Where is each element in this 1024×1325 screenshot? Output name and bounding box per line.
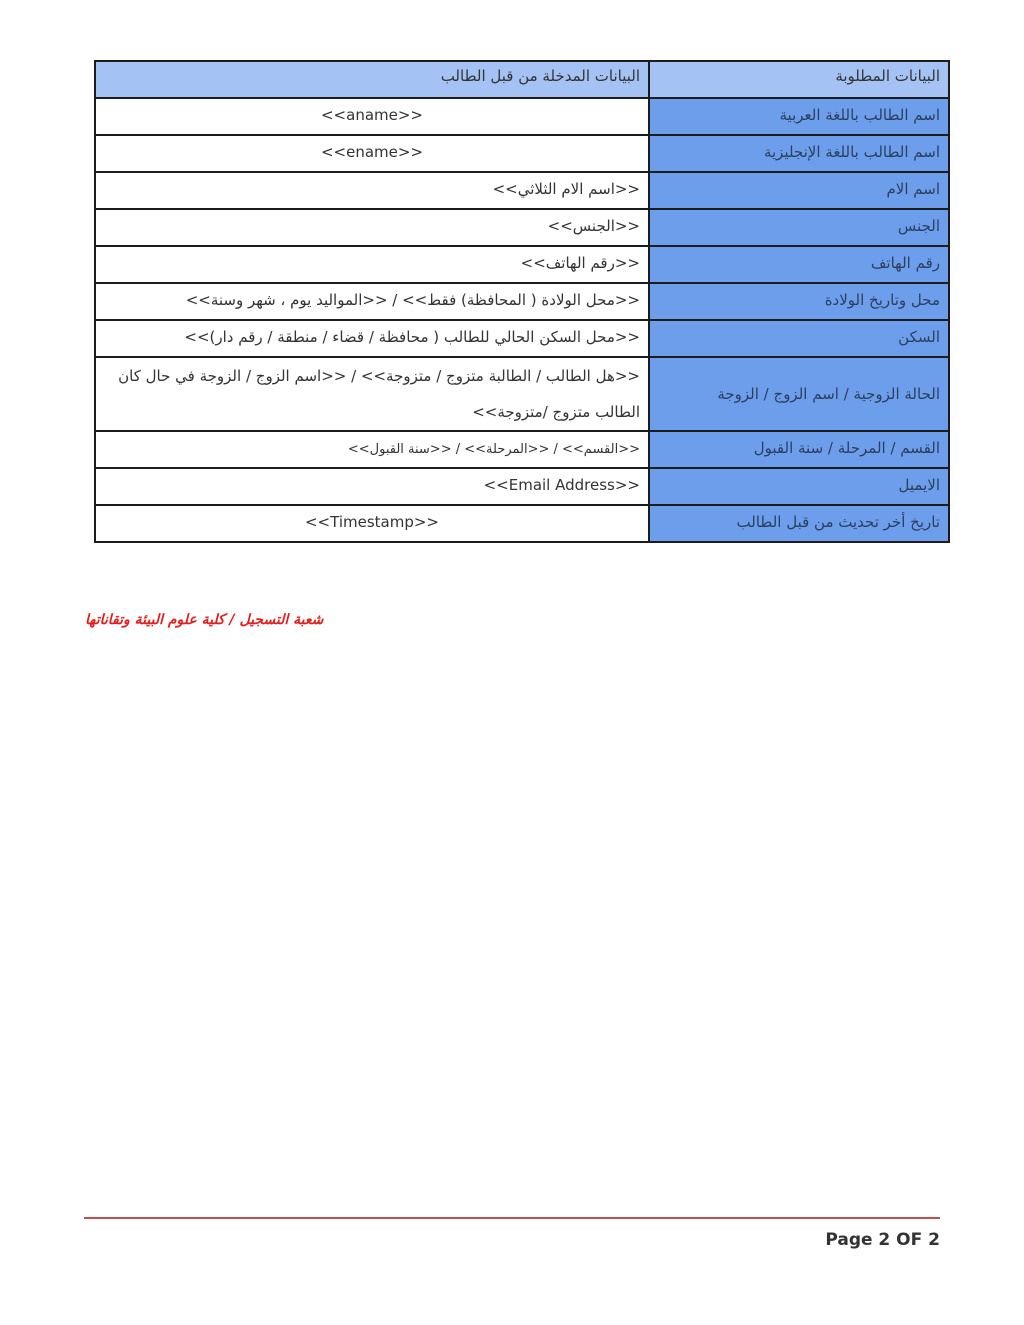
phone-field: <<رقم الهاتف>> <box>95 246 649 283</box>
birth-field: <<محل الولادة ( المحافظة) فقط>> / <<المواليد يوم ، شهر وسنة>> <box>95 283 649 320</box>
marital-status-field: <<هل الطالب / الطالبة متزوج / متزوجة>> / <<اسم الزوج / الزوجة في حال كان الطالب متزوج /متزوجة>> <box>95 357 649 431</box>
row-value <box>95 431 649 468</box>
row-label: اسم الام <box>649 172 949 209</box>
row-label: اسم الطالب باللغة العربية <box>649 98 949 135</box>
row-label: رقم الهاتف <box>649 246 949 283</box>
row-value <box>95 505 649 542</box>
table-row-gender <box>95 209 949 246</box>
table-row-arabic-name <box>95 98 949 135</box>
registration-office-note: شعبة التسجيل / كلية علوم البيئة وتقاناتها <box>85 612 324 628</box>
row-value <box>95 135 649 172</box>
row-label: الايميل <box>649 468 949 505</box>
table-row-english-name <box>95 135 949 172</box>
table-row-birth <box>95 283 949 320</box>
page-number: Page 2 OF 2 <box>825 1230 940 1250</box>
table-row-department <box>95 431 949 468</box>
row-label: محل وتاريخ الولادة <box>649 283 949 320</box>
table-row-residence <box>95 320 949 357</box>
english-name-field: <<ename>> <box>320 143 424 161</box>
residence-field: <<محل السكن الحالي للطالب ( محافظة / قضاء / منطقة / رقم دار)>> <box>95 320 649 357</box>
gender-field: <<الجنس>> <box>95 209 649 246</box>
table-row-email <box>95 468 949 505</box>
row-value <box>95 468 649 505</box>
table-row-phone <box>95 246 949 283</box>
arabic-name-field: <<aname>> <box>320 106 423 124</box>
department-field: <<القسم>> / <<المرحلة>> / <<سنة القبول>> <box>347 442 640 457</box>
row-label: الحالة الزوجية / اسم الزوج / الزوجة <box>649 357 949 431</box>
timestamp-field: <<Timestamp>> <box>304 513 439 531</box>
mother-name-field: <<اسم الام الثلاثي>> <box>95 172 649 209</box>
row-label: القسم / المرحلة / سنة القبول <box>649 431 949 468</box>
table-header-row <box>95 61 949 98</box>
footer-divider <box>84 1217 940 1219</box>
row-label: الجنس <box>649 209 949 246</box>
student-data-table <box>94 60 950 543</box>
email-field: <<Email Address>> <box>483 476 640 494</box>
row-label: اسم الطالب باللغة الإنجليزية <box>649 135 949 172</box>
row-label: السكن <box>649 320 949 357</box>
table-row-mother-name <box>95 172 949 209</box>
header-required-data: البيانات المطلوبة <box>649 61 949 98</box>
table-row-timestamp <box>95 505 949 542</box>
row-value <box>95 98 649 135</box>
header-entered-data: البيانات المدخلة من قبل الطالب <box>95 61 649 98</box>
table-row-marital-status <box>95 357 949 431</box>
row-label: تاريخ أخر تحديث من قبل الطالب <box>649 505 949 542</box>
